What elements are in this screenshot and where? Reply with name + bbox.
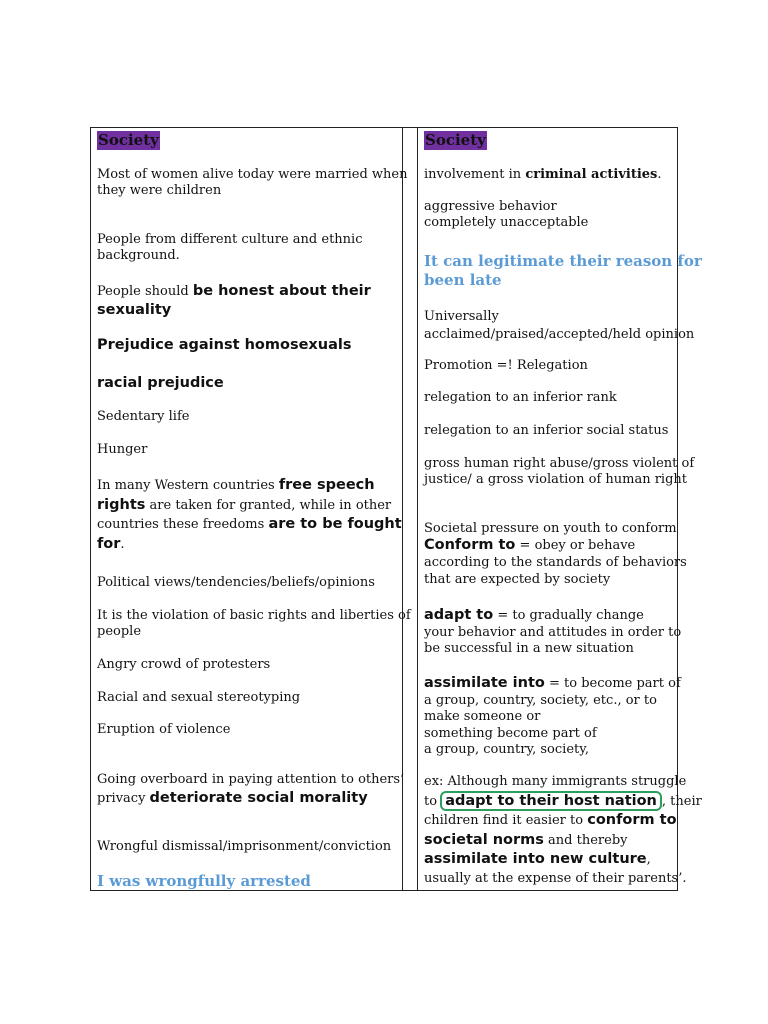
text-line: Going overboard in paying attention to others’ [97, 772, 405, 787]
note-assimilate [424, 675, 681, 759]
text-line: that are expected by society [424, 572, 611, 587]
text-span: = obey or behave [515, 538, 636, 553]
bold-span: assimilate into [424, 675, 545, 691]
text-line: something become part of [424, 725, 597, 741]
text-line: Most of women alive today were married when [97, 167, 408, 182]
left-heading: Society [98, 131, 159, 149]
note-hunger: Hunger [97, 442, 148, 457]
note-violation [97, 608, 411, 640]
note-racial-prejudice: racial prejudice [97, 375, 224, 391]
text-line: make someone or [424, 709, 541, 724]
bold-span: Conform to [424, 537, 516, 553]
text-span: and thereby [543, 832, 628, 848]
note-wrongful: Wrongful dismissal/imprisonment/conviction [97, 839, 392, 854]
bold-span: for [97, 535, 121, 552]
text-line: completely unacceptable [424, 215, 589, 230]
note-free-speech [97, 476, 402, 554]
bold-span: criminal activities [525, 167, 658, 182]
text-line: Societal pressure on youth to conform [424, 521, 677, 536]
note-sedentary: Sedentary life [97, 409, 190, 424]
text-span: = to gradually change [493, 608, 644, 623]
text-line: It is the violation of basic rights and liberties of [97, 608, 411, 623]
text-line: be successful in a new situation [424, 641, 634, 656]
note-culture [97, 232, 362, 264]
note-promotion: Promotion =! Relegation [424, 358, 588, 373]
text-span: = to become part of [544, 676, 681, 691]
note-adapt [424, 607, 681, 658]
text-span: . [120, 536, 125, 552]
text-line: gross human right abuse/gross violent of [424, 456, 695, 471]
bold-span: sexuality [97, 302, 172, 318]
text-line: background. [97, 248, 180, 263]
text-line: been late [424, 271, 502, 289]
note-universally [424, 308, 694, 344]
text-line: a group, country, society, [424, 742, 589, 757]
text-span: In many Western countries [97, 478, 279, 493]
text-line: Universally [424, 309, 499, 324]
note-relegation-status: relegation to an inferior social status [424, 423, 669, 438]
bold-span: assimilate into new culture [424, 851, 647, 867]
text-span: , their [661, 793, 702, 809]
note-overboard [97, 771, 404, 808]
text-span: countries these freedoms [97, 517, 269, 532]
text-span: People should [97, 284, 193, 299]
note-example [424, 773, 702, 888]
note-prejudice-homosexuals: Prejudice against homosexuals [97, 337, 352, 353]
note-legitimate [424, 252, 702, 290]
text-line: according to the standards of behaviors [424, 555, 687, 570]
text-line: your behavior and attitudes in order to [424, 624, 682, 640]
circled-phrase: adapt to their host nation [440, 791, 662, 811]
text-line: aggressive behavior [424, 199, 557, 214]
bold-span: free speech [278, 477, 375, 493]
text-span: to [424, 793, 442, 809]
text-span: involvement in [424, 167, 526, 182]
note-wrongfully-arrested: I was wrongfully arrested [97, 872, 311, 890]
note-angry-crowd: Angry crowd of protesters [97, 657, 271, 672]
text-line: ex: Although many immigrants struggle [424, 774, 687, 789]
right-heading: Society [425, 131, 486, 149]
bold-span: be honest about their [192, 283, 371, 299]
text-line: people [97, 624, 142, 639]
text-line: People from different culture and ethnic [97, 232, 363, 247]
note-criminal [424, 167, 662, 183]
bold-span: adapt to [424, 607, 494, 623]
note-aggressive [424, 199, 588, 231]
text-span: , [646, 852, 651, 867]
note-relegation-rank: relegation to an inferior rank [424, 390, 617, 405]
note-gross [424, 456, 694, 488]
bold-span: rights [97, 496, 146, 513]
text-line: acclaimed/praised/accepted/held opinion [424, 327, 695, 342]
note-stereotyping: Racial and sexual stereotyping [97, 690, 301, 705]
text-span: are taken for granted, while in other [145, 497, 392, 513]
note-honest [97, 282, 371, 320]
bold-span: societal norms [424, 831, 544, 848]
bold-span: deteriorate social morality [149, 790, 368, 806]
text-line: usually at the expense of their parents’. [424, 870, 687, 886]
note-married-children [97, 167, 408, 199]
bold-span: are to be fought [268, 516, 402, 532]
column-divider-right [417, 128, 418, 890]
text-span: privacy [97, 791, 150, 806]
bold-span: conform to [587, 812, 677, 828]
text-line: justice/ a gross violation of human right [424, 472, 688, 487]
note-eruption: Eruption of violence [97, 722, 231, 737]
text-line: It can legitimate their reason for [424, 252, 702, 270]
text-line: a group, country, society, etc., or to [424, 692, 657, 708]
note-political: Political views/tendencies/beliefs/opinions [97, 575, 375, 590]
text-span: . [657, 167, 662, 182]
text-span: children find it easier to [424, 813, 588, 828]
note-conform [424, 520, 687, 588]
text-line: they were children [97, 183, 222, 198]
